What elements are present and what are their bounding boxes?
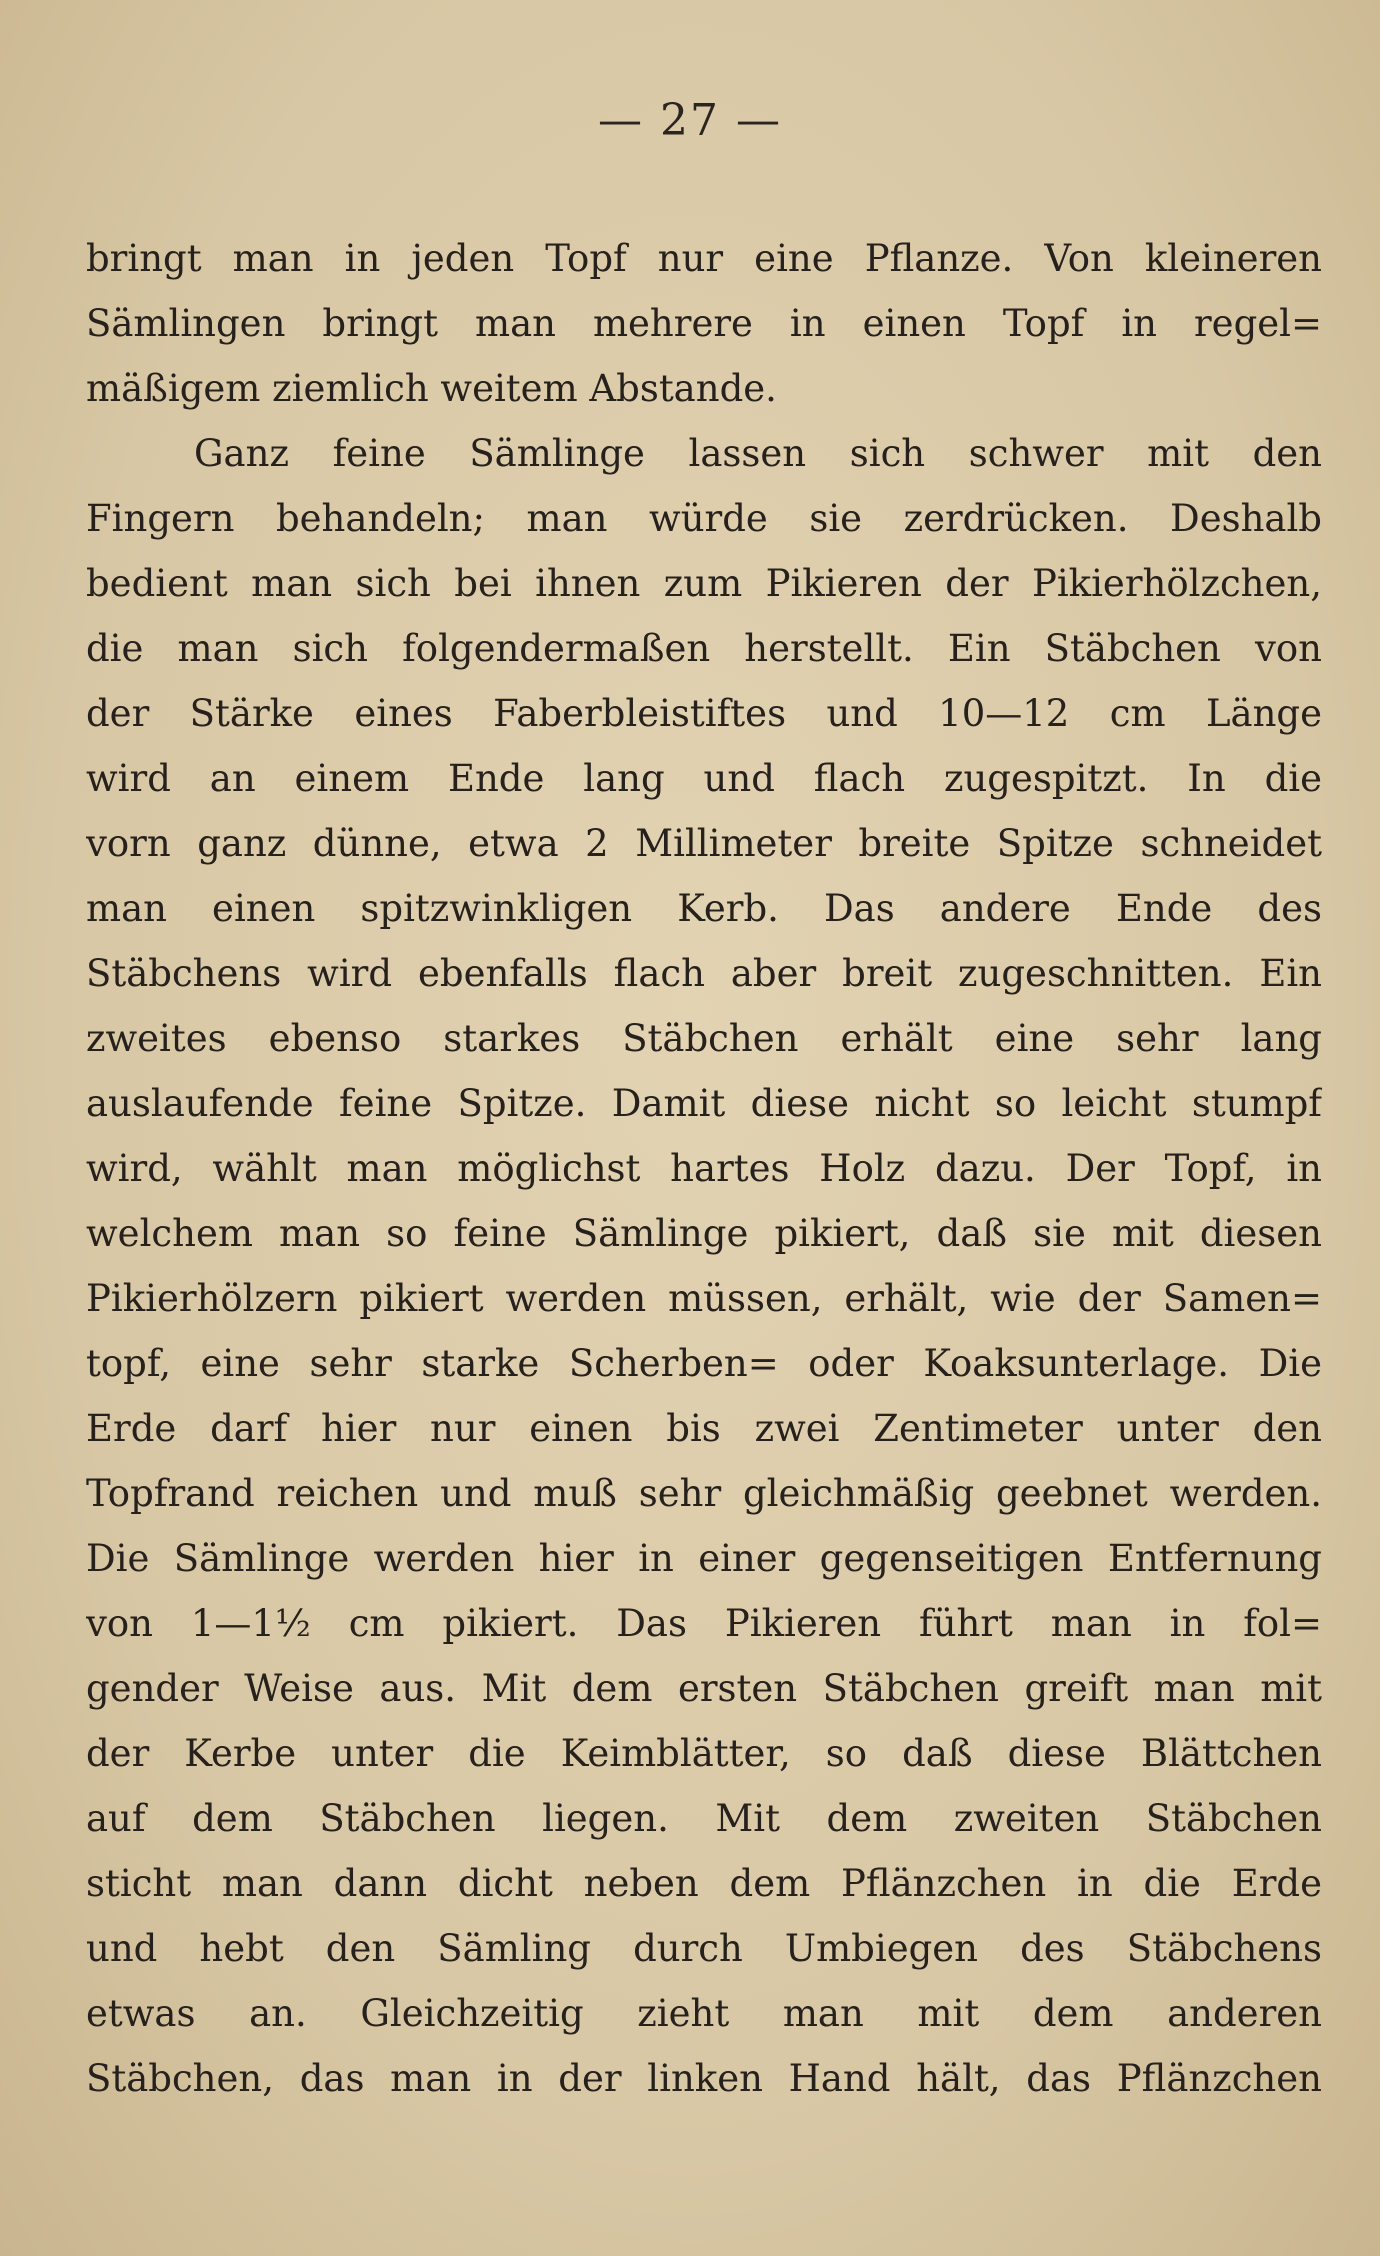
- text-line: mäßigem ziemlich weitem Abstande.: [86, 367, 777, 410]
- text-line: zweites ebenso starkes Stäbchen erhält eine sehr lang: [86, 1017, 1322, 1060]
- text-line: Topfrand reichen und muß sehr gleichmäßig geebnet werden.: [86, 1472, 1322, 1515]
- text-line: die man sich folgendermaßen herstellt. Ein Stäbchen von: [86, 627, 1322, 670]
- text-line: bedient man sich bei ihnen zum Pikieren der Pikierhölzchen,: [86, 562, 1322, 605]
- text-line: Stäbchen, das man in der linken Hand hält, das Pflänzchen: [86, 2057, 1322, 2100]
- text-line: wird, wählt man möglichst hartes Holz dazu. Der Topf, in: [86, 1147, 1322, 1190]
- text-line: Ganz feine Sämlinge lassen sich schwer mit den: [194, 432, 1322, 475]
- text-line: Die Sämlinge werden hier in einer gegenseitigen Entfernung: [86, 1537, 1322, 1580]
- page-number: — 27 —: [598, 95, 782, 146]
- text-line: etwas an. Gleichzeitig zieht man mit dem anderen: [86, 1992, 1322, 2035]
- text-line: auslaufende feine Spitze. Damit diese nicht so leicht stumpf: [86, 1082, 1322, 1125]
- text-line: welchem man so feine Sämlinge pikiert, daß sie mit diesen: [86, 1212, 1322, 1255]
- body-text: [86, 226, 1322, 2111]
- text-line: Erde darf hier nur einen bis zwei Zentimeter unter den: [86, 1407, 1322, 1450]
- text-line: gender Weise aus. Mit dem ersten Stäbchen greift man mit: [86, 1667, 1322, 1710]
- text-line: Sämlingen bringt man mehrere in einen Topf in regel=: [86, 302, 1322, 345]
- text-line: topf, eine sehr starke Scherben= oder Koaksunterlage. Die: [86, 1342, 1322, 1385]
- text-line: von 1—1½ cm pikiert. Das Pikieren führt man in fol=: [86, 1602, 1322, 1645]
- text-line: Pikierhölzern pikiert werden müssen, erhält, wie der Samen=: [86, 1277, 1322, 1320]
- text-line: wird an einem Ende lang und flach zugespitzt. In die: [86, 757, 1322, 800]
- text-line: man einen spitzwinkligen Kerb. Das andere Ende des: [86, 887, 1322, 930]
- text-line: sticht man dann dicht neben dem Pflänzchen in die Erde: [86, 1862, 1322, 1905]
- text-line: der Kerbe unter die Keimblätter, so daß diese Blättchen: [86, 1732, 1322, 1775]
- text-line: bringt man in jeden Topf nur eine Pflanze. Von kleineren: [86, 237, 1322, 280]
- text-line: und hebt den Sämling durch Umbiegen des Stäbchens: [86, 1927, 1322, 1970]
- text-line: Fingern behandeln; man würde sie zerdrücken. Deshalb: [86, 497, 1322, 540]
- text-line: auf dem Stäbchen liegen. Mit dem zweiten Stäbchen: [86, 1797, 1322, 1840]
- text-line: vorn ganz dünne, etwa 2 Millimeter breite Spitze schneidet: [86, 822, 1322, 865]
- text-line: Stäbchens wird ebenfalls flach aber breit zugeschnitten. Ein: [86, 952, 1322, 995]
- text-line: der Stärke eines Faberbleistiftes und 10—12 cm Länge: [86, 692, 1322, 735]
